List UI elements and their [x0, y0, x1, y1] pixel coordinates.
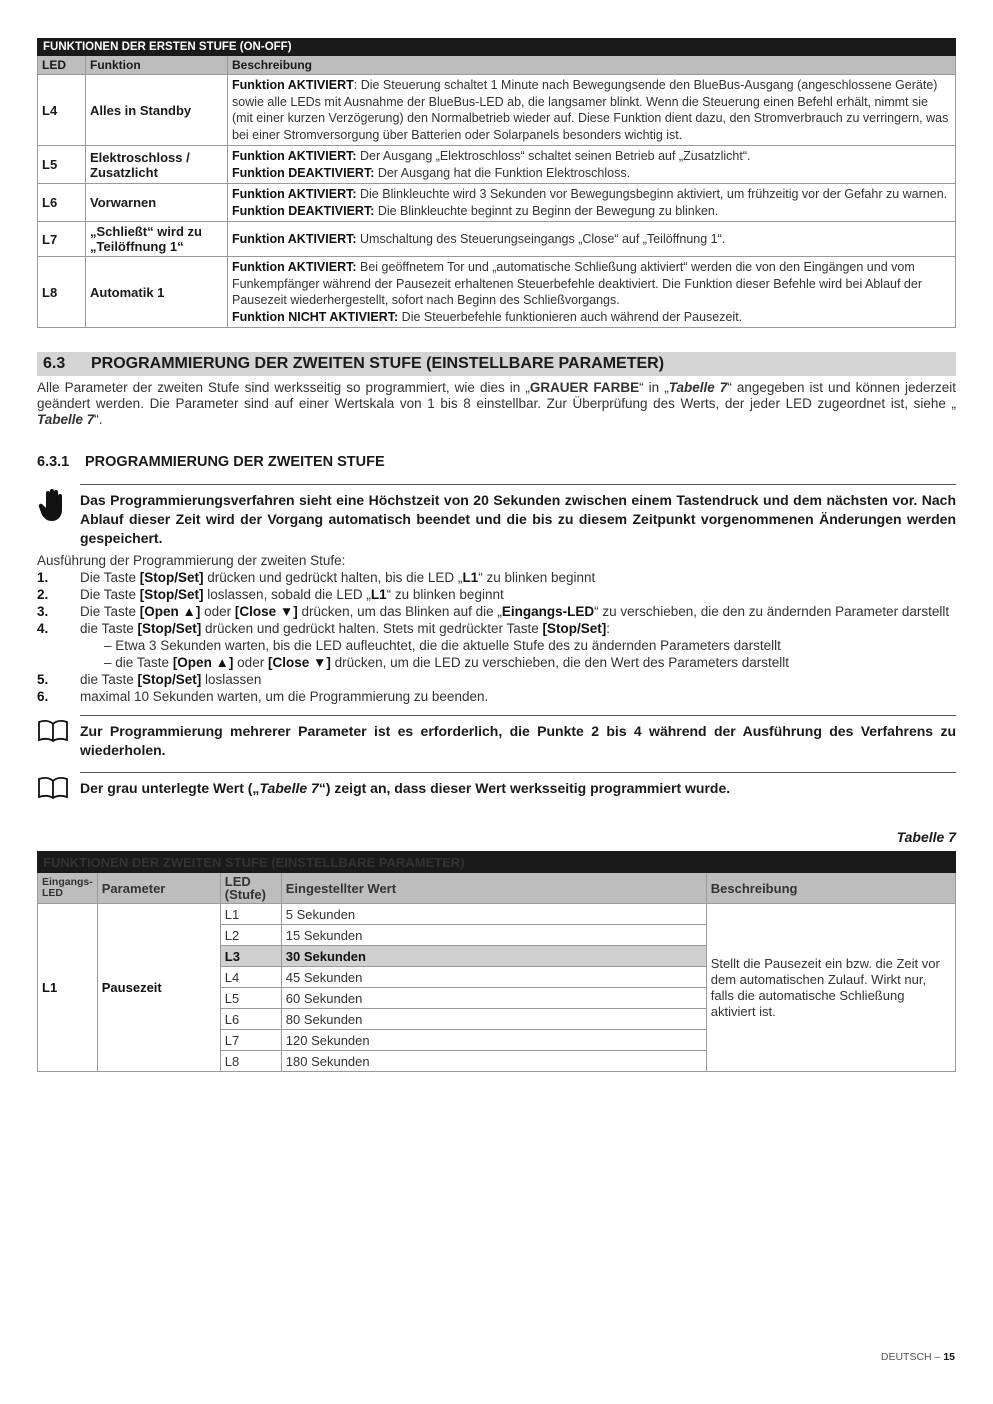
bold-text: GRAUER FARBE: [529, 380, 640, 395]
text-run: – Etwa 3 Sekunden warten, bis die LED aufleuchtet, die die aktuelle Stufe des zu ändernden Parameters darstellt: [104, 638, 781, 653]
input-led-cell: L1: [38, 904, 98, 1072]
description-line: [232, 165, 951, 182]
description-text: Bei geöffnetem Tor und „automatische Schließung aktiviert“ werden die von den Eingängen und vom Funkempfänger während der Pausezeit erhaltenen Steuerbefehle deaktiviert. Die Funktion dieser Befehle wird bei Ablauf der Pausezeit wiederhergestellt, sofort nach Beginn des Schließvorgangs.: [232, 260, 922, 307]
table-row: [38, 184, 956, 222]
step-text: [80, 688, 488, 705]
page-number: 15: [943, 1351, 955, 1363]
value-cell: 30 Sekunden: [281, 946, 706, 967]
level-led-cell: L4: [220, 967, 281, 988]
led-cell: L7: [38, 222, 86, 257]
description-text: : Die Steuerung schaltet 1 Minute nach Bewegungsende den BlueBus-Ausgang (angeschlossene Geräte) sowie alle LEDs mit Ausnahme der BlueBus-LED ab, die langsamer blinkt. Wenn die Steuerung einen Befehl erhält, nimmt sie (mit einer kurzen Verzögerung) den Normalbetrieb wieder auf. Diese Funktion dient dazu, den Stromverbrauch zu verringern, was bei einer Stromversorgung über Batterien oder Solarpanels besonders wichtig ist.: [232, 78, 949, 142]
description-line: [232, 186, 951, 203]
text-run: “ zu blinken beginnt: [478, 570, 596, 585]
description-text: Die Blinkleuchte beginnt zu Beginn der Bewegung zu blinken.: [374, 203, 719, 218]
function-state: Funktion DEAKTIVIERT:: [232, 203, 375, 218]
text-run: – die Taste: [104, 655, 173, 670]
step-text: [104, 654, 789, 671]
level-led-cell: L6: [220, 1009, 281, 1030]
step-number: 6.: [37, 689, 49, 704]
step-item: [37, 569, 956, 586]
function-state: Funktion AKTIVIERT:: [232, 260, 357, 274]
text-run: “ zu verschieben, die den zu ändernden Parameter darstellt: [594, 604, 950, 619]
function-state: Funktion AKTIVIERT:: [232, 231, 357, 246]
value-cell: 180 Sekunden: [281, 1051, 706, 1072]
step-text: [80, 586, 504, 603]
second-level-table: [37, 851, 956, 1072]
description-cell: [228, 184, 956, 222]
book-icon: [37, 715, 80, 760]
warning-note: [37, 484, 956, 548]
led-cell: L6: [38, 184, 86, 222]
text-run: :: [606, 621, 610, 636]
text-run: die Taste: [80, 621, 138, 636]
text-run: Die Taste: [80, 604, 140, 619]
step-text: [80, 671, 261, 688]
description-cell: [228, 75, 956, 146]
bold-text: “) zeigt an, dass dieser Wert werksseitig programmiert wurde.: [318, 780, 731, 796]
col-header-function: Funktion: [86, 56, 228, 75]
table-row: [38, 75, 956, 146]
level-led-cell: L8: [220, 1051, 281, 1072]
col-header-description: Beschreibung: [706, 873, 955, 904]
step-indent: [61, 637, 104, 654]
table-reference: Tabelle 7: [668, 380, 728, 395]
step-item: [37, 620, 956, 637]
level-led-cell: L2: [220, 925, 281, 946]
function-state: Funktion DEAKTIVIERT:: [232, 165, 375, 180]
text-run: “ angegeben ist und können jederzeit geändert werden. Die Parameter sind auf einer Wertskala von 1 bis 8 einstellbar. Zur Überprüfung des Werts, der jeder LED zugeordnet ist, siehe „: [37, 380, 957, 411]
description-cell: Stellt die Pausezeit ein bzw. die Zeit vor dem automatischen Zulauf. Wirkt nur, falls die automatische Schließung aktiviert ist.: [706, 904, 955, 1072]
subsection-number: 6.3.1: [37, 454, 70, 470]
steps-intro: Ausführung der Programmierung der zweiten Stufe:: [37, 553, 346, 568]
text-run: drücken, um die LED zu verschieben, die den Wert des Parameters darstellt: [330, 655, 790, 670]
bold-text: Der grau unterlegte Wert („: [80, 780, 260, 796]
description-text: Umschaltung des Steuerungseingangs „Close“ auf „Teilöffnung 1“.: [356, 231, 726, 246]
table-reference: Tabelle 7: [37, 412, 95, 427]
led-cell: L8: [38, 257, 86, 328]
level-led-cell: L3: [220, 946, 281, 967]
value-cell: 80 Sekunden: [281, 1009, 706, 1030]
section-number: 6.3: [43, 355, 66, 372]
description-line: [232, 259, 951, 309]
step-item: [37, 688, 956, 705]
subsection-title: PROGRAMMIERUNG DER ZWEITEN STUFE: [85, 454, 385, 470]
text-run: maximal 10 Sekunden warten, um die Programmierung zu beenden.: [80, 689, 489, 704]
bold-text: [Stop/Set]: [542, 621, 607, 636]
bold-text: [Stop/Set]: [137, 621, 202, 636]
description-text: Der Ausgang hat die Funktion Elektroschloss.: [374, 165, 631, 180]
function-state: Funktion NICHT AKTIVIERT:: [232, 309, 399, 324]
table-caption: Tabelle 7: [896, 829, 956, 845]
description-line: [232, 148, 951, 165]
bold-text: [Close ▼]: [234, 604, 298, 619]
level-led-cell: L7: [220, 1030, 281, 1051]
sub-step: [37, 654, 956, 671]
step-number: 5.: [37, 672, 49, 687]
bold-text: [Open ▲]: [139, 604, 201, 619]
step-number: 3.: [37, 604, 49, 619]
text-run: oder: [233, 655, 268, 670]
step-text: [80, 569, 595, 586]
sub-step: [37, 637, 956, 654]
text-run: Die Taste: [80, 570, 140, 585]
steps-list: [37, 552, 956, 705]
step-number: 4.: [37, 621, 49, 636]
text-run: die Taste: [80, 672, 138, 687]
warning-text: Das Programmierungsverfahren sieht eine Höchstzeit von 20 Sekunden zwischen einem Tastendruck und dem nächsten vor. Nach Ablauf dieser Zeit wird der Vorgang automatisch beendet und die bis zu diesem Zeitpunkt vorgenommenen Änderungen werden gespeichert.: [80, 484, 956, 548]
value-cell: 60 Sekunden: [281, 988, 706, 1009]
bold-text: L1: [370, 587, 387, 602]
bold-text: [Stop/Set]: [139, 570, 204, 585]
col-header-input-led: Eingangs-LED: [38, 873, 98, 904]
bold-text: [Close ▼]: [267, 655, 331, 670]
text-run: Alle Parameter der zweiten Stufe sind werksseitig so programmiert, wie dies in „: [37, 380, 530, 395]
bold-text: [Stop/Set]: [137, 672, 202, 687]
value-cell: 45 Sekunden: [281, 967, 706, 988]
hand-stop-icon: [37, 484, 80, 548]
function-state: Funktion AKTIVIERT: [232, 78, 354, 92]
bold-text: Eingangs-LED: [501, 604, 595, 619]
value-cell: 15 Sekunden: [281, 925, 706, 946]
description-line: [232, 77, 951, 143]
text-run: drücken, um das Blinken auf die „: [297, 604, 502, 619]
table-title: FUNKTIONEN DER ERSTEN STUFE (ON-OFF): [38, 39, 956, 56]
step-text: [104, 637, 781, 654]
table-reference: Tabelle 7: [259, 780, 319, 796]
description-cell: [228, 222, 956, 257]
table-row: [38, 257, 956, 328]
function-cell: Elektroschloss / Zusatzlicht: [86, 146, 228, 184]
bold-text: L1: [462, 570, 479, 585]
footer-language: DEUTSCH –: [880, 1351, 944, 1363]
description-text: Die Blinkleuchte wird 3 Sekunden vor Bewegungsbeginn aktiviert, um frühzeitig vor der Gefahr zu warnen.: [356, 187, 948, 201]
col-header-led: LED: [38, 56, 86, 75]
description-cell: [228, 146, 956, 184]
first-level-table: [37, 38, 956, 328]
parameter-cell: Pausezeit: [97, 904, 220, 1072]
col-header-parameter: Parameter: [97, 873, 220, 904]
description-text: Die Steuerbefehle funktionieren auch während der Pausezeit.: [398, 309, 743, 324]
section-paragraph: [37, 380, 956, 428]
text-run: “ zu blinken beginnt: [386, 587, 504, 602]
col-header-value: Eingestellter Wert: [281, 873, 706, 904]
page-footer: [881, 1351, 955, 1363]
step-number: 2.: [37, 587, 49, 602]
description-line: [232, 309, 951, 326]
value-cell: 5 Sekunden: [281, 904, 706, 925]
section-heading: [37, 352, 956, 376]
table-row: [38, 146, 956, 184]
step-indent: [61, 654, 104, 671]
table-title: FUNKTIONEN DER ZWEITEN STUFE (EINSTELLBARE PARAMETER): [38, 852, 956, 873]
info-note-1-text: Zur Programmierung mehrerer Parameter ist es erforderlich, die Punkte 2 bis 4 während der Ausführung des Verfahrens zu wiederholen.: [80, 715, 956, 760]
text-run: “ in „: [639, 380, 669, 395]
info-note-2-text: [80, 772, 956, 805]
text-run: drücken und gedrückt halten, bis die LED „: [203, 570, 463, 585]
step-number: 1.: [37, 570, 49, 585]
function-cell: „Schließt“ wird zu „Teilöffnung 1“: [86, 222, 228, 257]
function-state: Funktion AKTIVIERT:: [232, 187, 357, 201]
book-icon: [37, 772, 80, 805]
description-text: Der Ausgang „Elektroschloss“ schaltet seinen Betrieb auf „Zusatzlicht“.: [356, 149, 751, 163]
bold-text: [Stop/Set]: [139, 587, 204, 602]
page: [37, 38, 956, 1072]
function-cell: Vorwarnen: [86, 184, 228, 222]
table-row: [38, 904, 956, 925]
function-cell: Automatik 1: [86, 257, 228, 328]
text-run: Die Taste: [80, 587, 140, 602]
level-led-cell: L5: [220, 988, 281, 1009]
description-line: [232, 231, 951, 248]
bold-text: [Open ▲]: [172, 655, 234, 670]
col-header-level: LED (Stufe): [220, 873, 281, 904]
function-state: Funktion AKTIVIERT:: [232, 149, 357, 163]
led-cell: L5: [38, 146, 86, 184]
description-line: [232, 203, 951, 220]
description-cell: [228, 257, 956, 328]
step-text: [80, 603, 949, 620]
led-cell: L4: [38, 75, 86, 146]
col-header-description: Beschreibung: [228, 56, 956, 75]
value-cell: 120 Sekunden: [281, 1030, 706, 1051]
info-note-2: [37, 772, 956, 805]
level-led-cell: L1: [220, 904, 281, 925]
step-item: [37, 603, 956, 620]
step-item: [37, 586, 956, 603]
section-title: PROGRAMMIERUNG DER ZWEITEN STUFE (EINSTELLBARE PARAMETER): [91, 355, 665, 372]
text-run: drücken und gedrückt halten. Stets mit gedrückter Taste: [201, 621, 543, 636]
table-row: [38, 222, 956, 257]
step-text: [80, 620, 610, 637]
function-cell: Alles in Standby: [86, 75, 228, 146]
step-item: [37, 671, 956, 688]
subsection-heading: [37, 454, 956, 470]
text-run: loslassen: [201, 672, 262, 687]
text-run: loslassen, sobald die LED „: [203, 587, 371, 602]
text-run: “.: [94, 412, 103, 427]
info-note-1: [37, 715, 956, 760]
text-run: oder: [200, 604, 235, 619]
